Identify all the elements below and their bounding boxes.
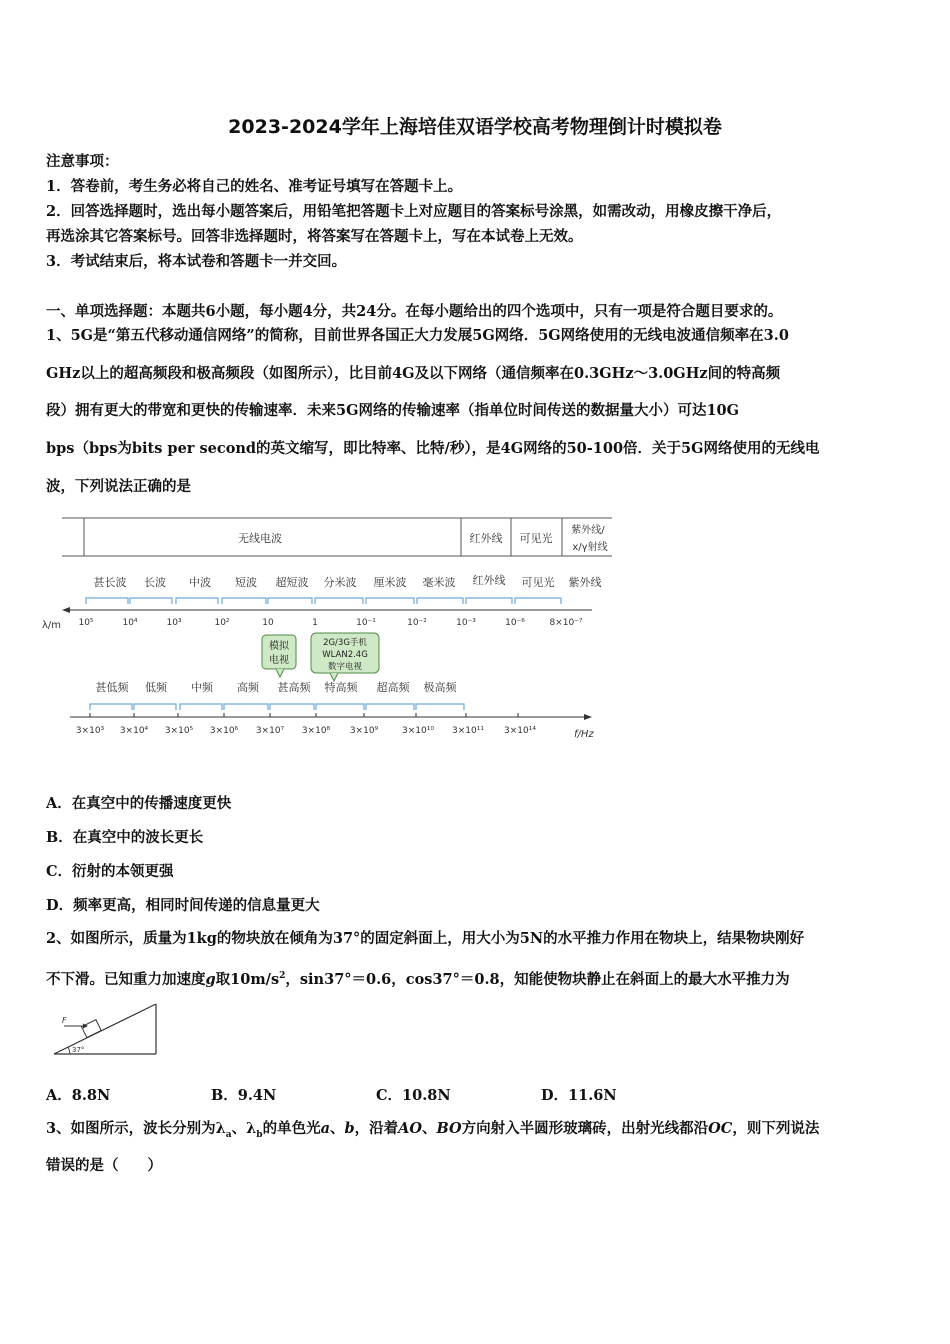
lambda-tick: 10⁵ — [78, 618, 94, 628]
q1-option-c: C．衍射的本领更强 — [46, 863, 174, 880]
note-item: 再选涂其它答案标号。回答非选择题时，将答案写在答题卡上，写在本试卷上无效。 — [46, 228, 583, 245]
page-title: 2023-2024学年上海培佳双语学校高考物理倒计时模拟卷 — [228, 116, 722, 138]
freq-name: 超高频 — [376, 681, 410, 694]
light-a: a — [320, 1120, 330, 1137]
q2-text-part: 取10m/s — [215, 970, 280, 988]
freq-name: 中频 — [191, 681, 213, 694]
light-b: b — [344, 1120, 355, 1137]
note-item: 2．回答选择题时，选出每小题答案后，用铅笔把答题卡上对应题目的答案标号涂黑，如需改动，用橡皮擦干净后， — [46, 203, 782, 220]
lambda-axis-label: λ/m — [42, 620, 62, 631]
lambda-tick: 10⁻¹ — [356, 618, 376, 628]
q3-text: 错误的是（ ） — [46, 1157, 162, 1174]
wave-name: 分米波 — [323, 576, 357, 589]
q1-option-b: B．在真空中的波长更长 — [46, 829, 204, 846]
bubble-text: 数字电视 — [327, 662, 363, 672]
q1-text: bps（bps为bits per second的英文缩写，即比特率、比特/秒），是4G网络的50-100倍．关于5G网络使用的无线电 — [46, 440, 820, 457]
wave-name: 厘米波 — [373, 576, 407, 589]
lambda-tick: 10⁻³ — [456, 618, 476, 628]
band-uv: 紫外线/ — [571, 525, 605, 536]
freq-tick: 3×10³ — [75, 726, 105, 736]
wave-name: 超短波 — [275, 576, 309, 589]
mobile-callout — [311, 633, 379, 681]
freq-name: 特高频 — [324, 681, 358, 694]
em-spectrum-figure — [40, 510, 620, 750]
q2-option-d: D．11.6N — [541, 1087, 617, 1104]
wave-name: 红外线 — [472, 574, 506, 587]
bubble-text: 模拟 — [269, 641, 289, 652]
wave-name: 甚长波 — [93, 576, 127, 589]
bubble-text: 2G/3G手机 — [323, 638, 367, 648]
freq-name: 甚低频 — [95, 681, 129, 694]
note-item: 1．答卷前，考生务必将自己的姓名、准考证号填写在答题卡上。 — [46, 178, 463, 195]
note-item: 3．考试结束后，将本试卷和答题卡一并交回。 — [46, 253, 347, 270]
ray-ao: AO — [398, 1120, 423, 1137]
q2-text-part: ，sin37°＝0.6，cos37°＝0.8，知能使物块静止在斜面上的最大水平推力为 — [285, 970, 790, 988]
lambda-tick: 1 — [312, 618, 318, 628]
subscript: b — [256, 1129, 263, 1140]
separator: 、 — [422, 1120, 437, 1137]
lambda-tick: 10 — [262, 618, 274, 628]
q3-text-part: 3、如图所示，波长分别为λ — [46, 1120, 226, 1137]
q1-text: GHz以上的超高频段和极高频段（如图所示），比目前4G及以下网络（通信频率在0.3GHz～3.0GHz间的特高频 — [46, 365, 781, 382]
separator: 、 — [329, 1120, 345, 1137]
force-label: F — [62, 1016, 67, 1025]
freq-tick: 3×10⁴ — [119, 726, 149, 736]
angle-label: 37° — [72, 1046, 85, 1054]
lambda-tick: 10⁴ — [122, 618, 138, 628]
band-xray: x/γ射线 — [572, 542, 608, 553]
notes-heading: 注意事项： — [46, 153, 119, 170]
q2-option-a: A．8.8N — [46, 1087, 111, 1104]
q2-option-b: B．9.4N — [211, 1087, 277, 1104]
q2-text: 2、如图所示，质量为1kg的物块放在倾角为37°的固定斜面上，用大小为5N的水平推力作用在物块上，结果物块刚好 — [46, 930, 805, 947]
analog-tv-callout — [262, 635, 296, 677]
wave-name: 中波 — [189, 576, 211, 589]
wave-name: 毫米波 — [422, 576, 456, 589]
wave-name: 短波 — [235, 576, 257, 589]
wave-name: 可见光 — [521, 576, 555, 589]
q1-text: 段）拥有更大的带宽和更快的传输速率．未来5G网络的传输速率（指单位时间传送的数据量大小）可达10G — [46, 402, 740, 419]
q2-option-c: C．10.8N — [376, 1087, 451, 1104]
freq-name: 极高频 — [423, 681, 457, 694]
q1-option-a: A．在真空中的传播速度更快 — [46, 795, 232, 812]
freq-name: 高频 — [237, 681, 259, 694]
bubble-text: WLAN2.4G — [322, 650, 368, 660]
q3-text — [46, 1119, 908, 1145]
freq-name: 低频 — [145, 681, 167, 694]
freq-name: 甚高频 — [277, 681, 311, 694]
lambda-tick: 10⁻⁶ — [505, 618, 525, 628]
q2-text — [46, 966, 908, 990]
q3-text-part: ，沿着 — [354, 1120, 399, 1137]
q1-text: 波，下列说法正确的是 — [46, 478, 191, 495]
freq-tick: 3×10⁶ — [209, 726, 239, 736]
q2-text-part: 不下滑。已知重力加速度 — [46, 970, 206, 988]
q1-option-d: D．频率更高，相同时间传递的信息量更大 — [46, 897, 320, 914]
section-heading: 一、单项选择题：本题共6小题，每小题4分，共24分。在每小题给出的四个选项中，只有一项是符合题目要求的。 — [46, 303, 783, 320]
freq-tick: 3×10¹⁴ — [504, 726, 536, 736]
exponent: 2 — [279, 971, 286, 981]
ray-bo: BO — [436, 1120, 462, 1137]
q1-text: 1、5G是“第五代移动通信网络”的简称，目前世界各国正大力发展5G网络．5G网络使用的无线电波通信频率在3.0 — [46, 327, 789, 344]
freq-tick: 3×10⁷ — [255, 726, 285, 736]
freq-tick: 3×10¹¹ — [452, 726, 484, 736]
q3-text-part: 、λ — [231, 1120, 257, 1137]
freq-tick: 3×10¹⁰ — [402, 726, 434, 736]
lambda-tick: 10⁻² — [407, 618, 427, 628]
freq-tick: 3×10⁹ — [349, 726, 379, 736]
gravity-symbol: g — [205, 970, 216, 988]
bubble-text: 电视 — [269, 655, 289, 666]
band-infrared: 红外线 — [469, 532, 503, 545]
q3-text-part: ，则下列说法 — [732, 1120, 820, 1137]
lambda-tick: 8×10⁻⁷ — [549, 618, 583, 628]
freq-axis-label: f/Hz — [574, 729, 594, 740]
lambda-tick: 10³ — [166, 618, 182, 628]
band-radio: 无线电波 — [238, 532, 282, 545]
wave-name: 紫外线 — [568, 576, 602, 589]
freq-tick: 3×10⁸ — [301, 726, 331, 736]
incline-figure — [50, 1002, 162, 1058]
band-visible: 可见光 — [519, 532, 553, 545]
wave-name: 长波 — [144, 576, 166, 589]
freq-tick: 3×10⁵ — [164, 726, 194, 736]
q3-text-part: 的单色光 — [262, 1120, 321, 1137]
subscript: a — [225, 1129, 232, 1140]
ray-oc: OC — [708, 1120, 733, 1137]
lambda-tick: 10² — [214, 618, 230, 628]
q3-text-part: 方向射入半圆形玻璃砖，出射光线都沿 — [461, 1120, 709, 1137]
